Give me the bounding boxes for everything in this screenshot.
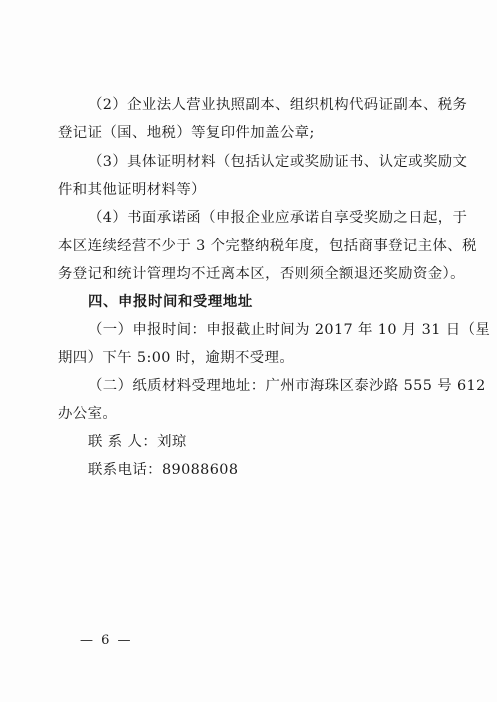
- text-line: （4）书面承诺函（申报企业应承诺自享受奖励之日起，于: [88, 210, 468, 226]
- section-heading: 四、申报时间和受理地址: [88, 294, 253, 310]
- contact-phone: 联系电话：89088608: [88, 462, 239, 478]
- text-line: （2）企业法人营业执照副本、组织机构代码证副本、税务: [88, 97, 468, 113]
- text-line: 本区连续经营不少于 3 个完整纳税年度，包括商事登记主体、税: [58, 238, 477, 254]
- text-line: （3）具体证明材料（包括认定或奖励证书、认定或奖励文: [88, 154, 468, 170]
- text-line: （二）纸质材料受理地址：广州市海珠区泰沙路 555 号 612: [88, 378, 486, 394]
- text-line: 办公室。: [58, 406, 118, 422]
- text-line: （一）申报时间：申报截止时间为 2017 年 10 月 31 日（星: [88, 322, 491, 338]
- text-line: 期四）下午 5:00 时，逾期不受理。: [58, 350, 295, 366]
- text-line: 件和其他证明材料等）: [58, 182, 206, 198]
- contact-person: 联 系 人：刘琼: [88, 434, 187, 450]
- page-number: — 6 —: [80, 633, 133, 648]
- text-line: 登记证（国、地税）等复印件加盖公章;: [58, 125, 315, 141]
- text-line: 务登记和统计管理均不迁离本区，否则须全额退还奖励资金）。: [58, 266, 465, 282]
